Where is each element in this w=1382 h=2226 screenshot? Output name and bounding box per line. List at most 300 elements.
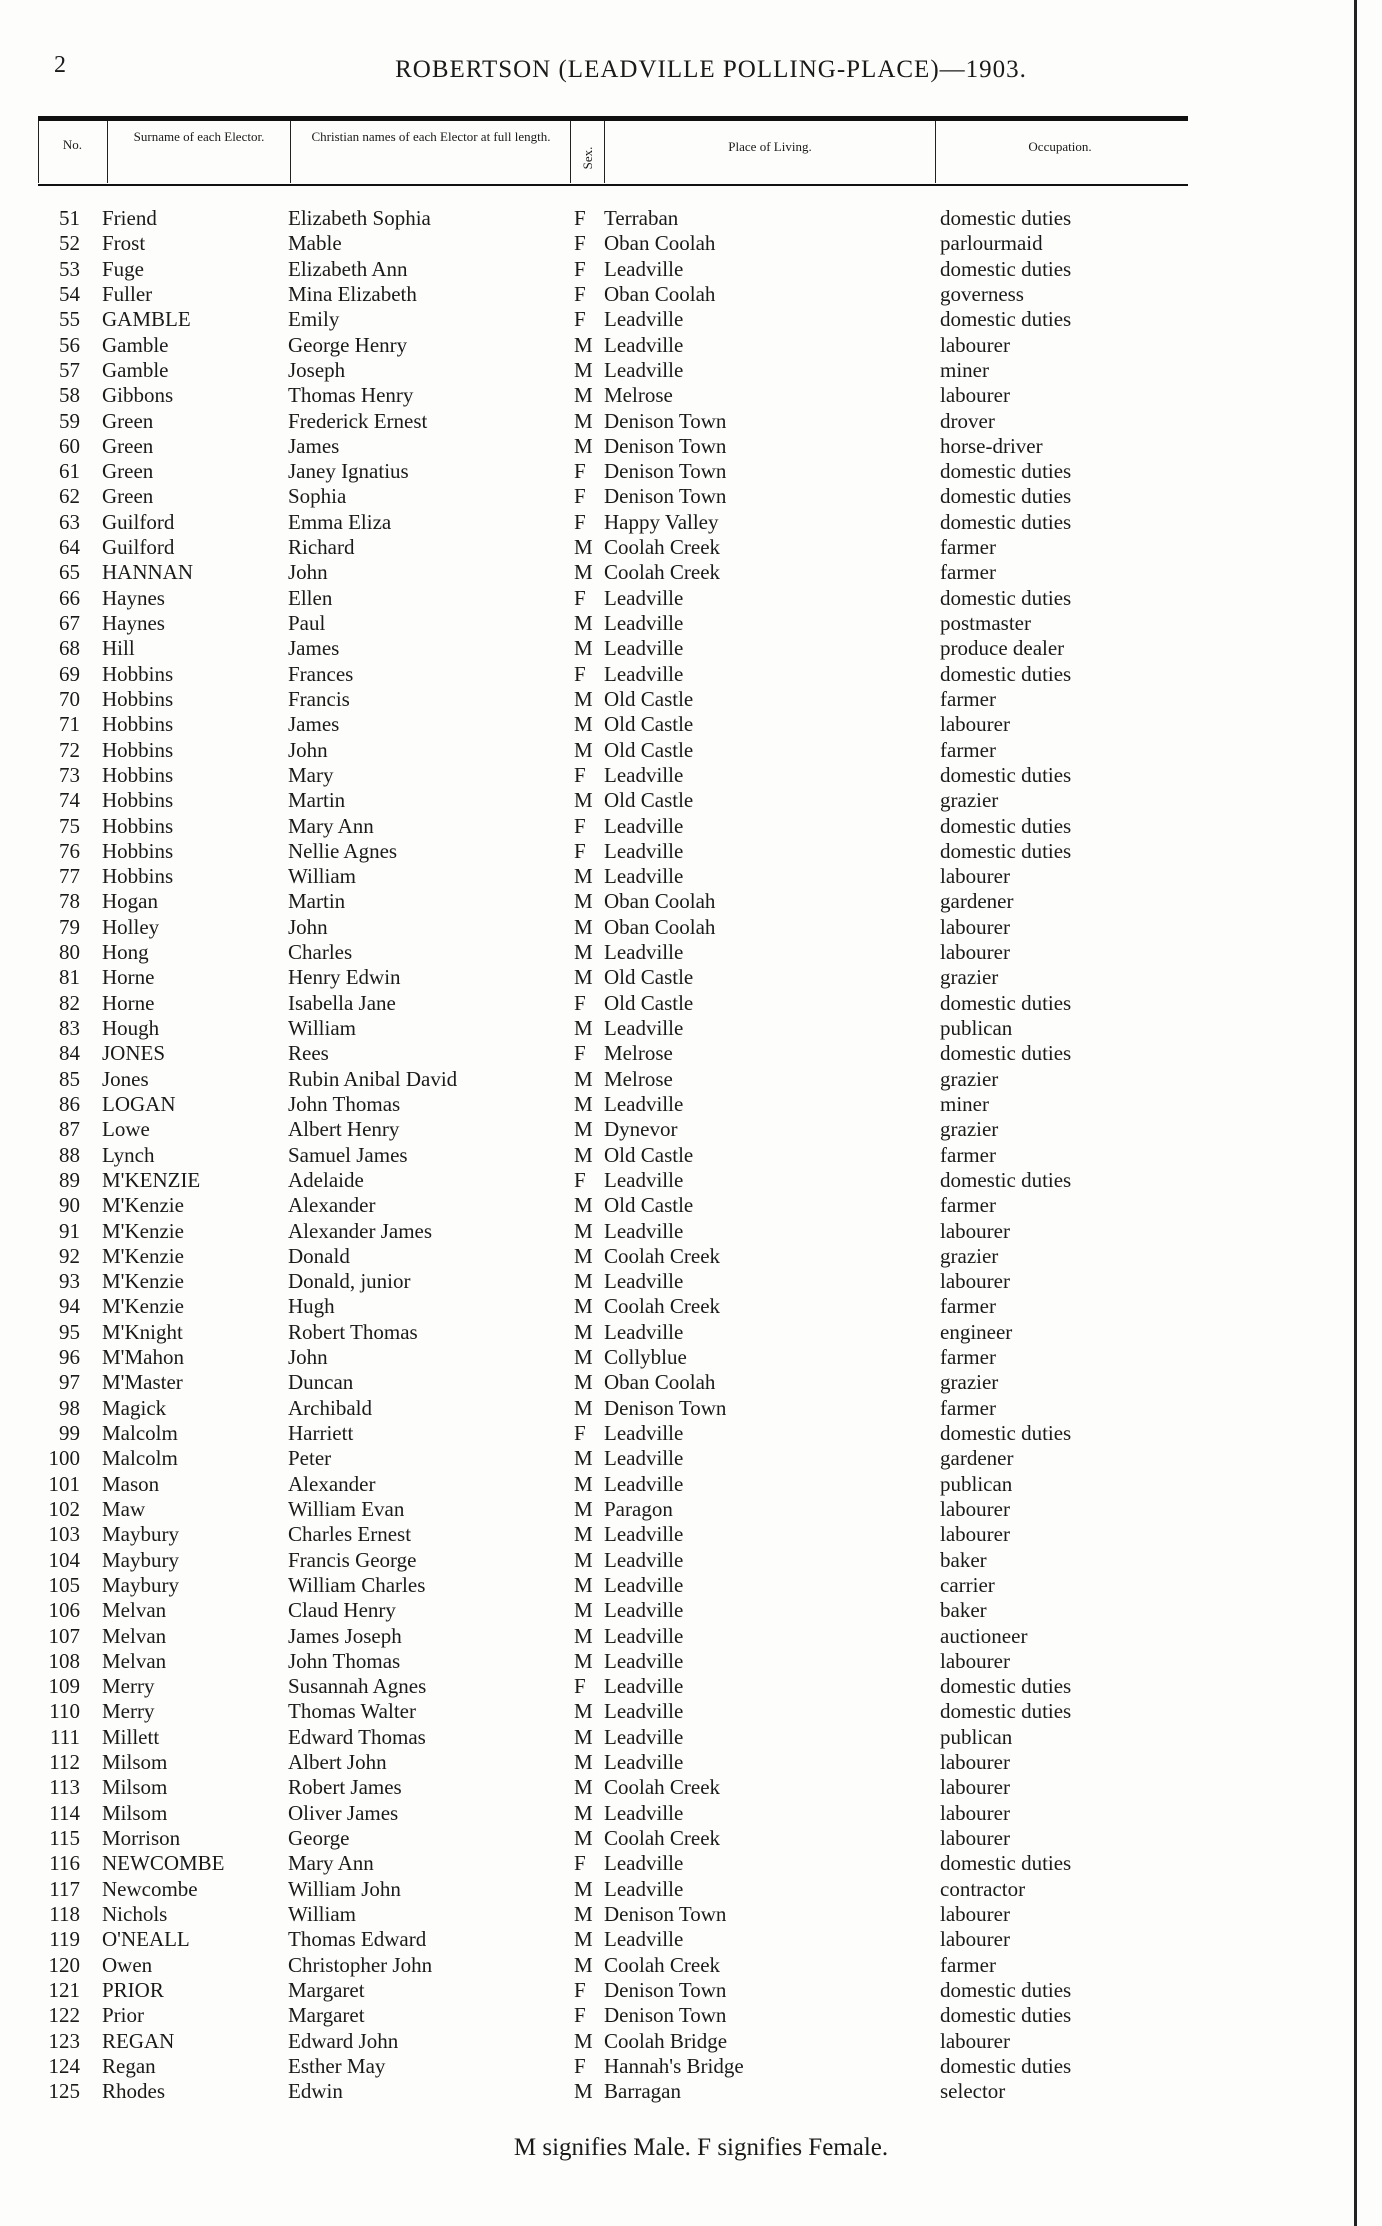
elector-surname: Hobbins [102, 712, 174, 737]
elector-occupation: publican [940, 1471, 1013, 1496]
elector-sex: F [574, 484, 586, 509]
header-no: No. [62, 137, 83, 152]
table-row [0, 1370, 1382, 1395]
elector-christian-names: James [288, 433, 340, 458]
elector-occupation: domestic duties [940, 661, 1072, 686]
elector-number: 69 [59, 661, 80, 686]
table-row [0, 1320, 1382, 1345]
elector-surname: Horne [102, 965, 155, 990]
elector-surname: Maybury [102, 1572, 179, 1597]
elector-number: 79 [59, 914, 80, 939]
table-row [0, 535, 1382, 560]
elector-number: 54 [59, 281, 80, 306]
table-row [0, 383, 1382, 408]
elector-occupation: domestic duties [940, 1977, 1072, 2002]
elector-surname: Milsom [102, 1775, 168, 1800]
elector-place-of-living: Leadville [604, 1750, 684, 1775]
elector-occupation: farmer [940, 1345, 996, 1370]
elector-number: 81 [59, 965, 80, 990]
column-divider [107, 121, 108, 183]
elector-occupation: labourer [940, 1269, 1010, 1294]
table-row [0, 1219, 1382, 1244]
table-row [0, 459, 1382, 484]
elector-christian-names: Thomas Walter [288, 1699, 416, 1724]
elector-surname: Jones [102, 1066, 149, 1091]
elector-sex: M [574, 914, 593, 939]
elector-place-of-living: Coolah Creek [604, 1775, 721, 1800]
elector-sex: F [574, 307, 586, 332]
elector-sex: M [574, 1395, 593, 1420]
elector-place-of-living: Leadville [604, 1876, 684, 1901]
table-row [0, 1143, 1382, 1168]
elector-christian-names: Albert John [288, 1750, 387, 1775]
elector-place-of-living: Denison Town [604, 408, 727, 433]
elector-number: 97 [59, 1370, 80, 1395]
elector-christian-names: Adelaide [288, 1167, 364, 1192]
elector-surname: Mason [102, 1471, 160, 1496]
elector-number: 102 [48, 1496, 80, 1521]
elector-christian-names: Alexander [288, 1193, 376, 1218]
table-row [0, 1649, 1382, 1674]
elector-surname: Milsom [102, 1800, 168, 1825]
elector-number: 103 [48, 1522, 80, 1547]
elector-occupation: domestic duties [940, 990, 1072, 1015]
elector-sex: M [574, 1724, 593, 1749]
elector-surname: Rhodes [102, 2079, 165, 2104]
elector-number: 90 [59, 1193, 80, 1218]
elector-sex: M [574, 1091, 593, 1116]
elector-christian-names: Mable [288, 231, 342, 256]
elector-surname: Melvan [102, 1598, 167, 1623]
elector-place-of-living: Leadville [604, 1218, 684, 1243]
table-row [0, 1750, 1382, 1775]
elector-number: 74 [59, 788, 80, 813]
elector-sex: M [574, 1826, 593, 1850]
elector-place-of-living: Oban Coolah [604, 231, 716, 256]
table-row [0, 763, 1382, 788]
elector-sex: F [574, 585, 586, 610]
elector-sex: M [574, 1775, 593, 1800]
elector-number: 61 [59, 459, 80, 484]
elector-occupation: domestic duties [940, 838, 1072, 863]
elector-surname: Hobbins [102, 788, 174, 813]
elector-occupation: grazier [940, 1117, 999, 1142]
elector-number: 117 [49, 1876, 80, 1901]
table-row [0, 1092, 1382, 1117]
elector-occupation: engineer [940, 1319, 1013, 1344]
elector-sex: M [574, 332, 593, 357]
elector-number: 125 [48, 2079, 80, 2104]
elector-number: 110 [49, 1699, 80, 1724]
elector-surname: Magick [102, 1395, 167, 1420]
elector-number: 112 [49, 1750, 80, 1775]
elector-surname: PRIOR [102, 1977, 164, 2002]
elector-occupation: labourer [940, 383, 1010, 408]
table-row [0, 915, 1382, 940]
elector-christian-names: Robert Thomas [288, 1319, 418, 1344]
table-row [0, 1193, 1382, 1218]
elector-christian-names: Emily [288, 307, 340, 332]
table-row [0, 1041, 1382, 1066]
table-row [0, 1978, 1382, 2003]
elector-surname: Merry [102, 1674, 155, 1699]
elector-sex: M [574, 686, 593, 711]
elector-sex: M [574, 611, 593, 635]
elector-occupation: farmer [940, 1395, 996, 1420]
elector-surname: M'Kenzie [102, 1269, 184, 1294]
elector-sex: M [574, 1345, 593, 1370]
elector-place-of-living: Terraban [604, 206, 679, 230]
table-row [0, 333, 1382, 358]
elector-christian-names: John [288, 737, 328, 762]
table-row [0, 409, 1382, 434]
column-divider [38, 121, 39, 183]
elector-occupation: farmer [940, 1193, 996, 1218]
elector-occupation: domestic duties [940, 459, 1072, 484]
elector-place-of-living: Leadville [604, 762, 684, 787]
elector-occupation: labourer [940, 1901, 1010, 1926]
elector-number: 106 [48, 1598, 80, 1623]
elector-christian-names: Francis George [288, 1547, 417, 1572]
elector-christian-names: Samuel James [288, 1142, 408, 1167]
table-row [0, 1877, 1382, 1902]
elector-christian-names: Elizabeth Ann [288, 256, 408, 281]
table-row [0, 307, 1382, 332]
elector-christian-names: Francis [288, 686, 350, 711]
elector-place-of-living: Denison Town [604, 2003, 727, 2028]
elector-christian-names: Frederick Ernest [288, 408, 428, 433]
elector-sex: F [574, 1421, 586, 1445]
elector-place-of-living: Oban Coolah [604, 281, 716, 306]
elector-occupation: domestic duties [940, 1699, 1072, 1724]
table-row [0, 1851, 1382, 1876]
elector-place-of-living: Denison Town [604, 1977, 727, 2002]
elector-occupation: labourer [940, 1775, 1010, 1800]
elector-christian-names: Thomas Edward [288, 1927, 427, 1952]
elector-place-of-living: Leadville [604, 585, 684, 610]
elector-place-of-living: Leadville [604, 1927, 684, 1952]
elector-occupation: domestic duties [940, 2003, 1072, 2028]
table-row [0, 864, 1382, 889]
elector-christian-names: Charles [288, 940, 353, 965]
elector-sex: M [574, 383, 593, 408]
elector-christian-names: Duncan [288, 1370, 354, 1395]
elector-christian-names: Sophia [288, 484, 347, 509]
elector-number: 94 [59, 1294, 80, 1319]
elector-christian-names: John [288, 1345, 328, 1370]
elector-surname: Maw [102, 1496, 146, 1521]
elector-surname: Friend [102, 206, 157, 230]
elector-place-of-living: Leadville [604, 1598, 684, 1623]
elector-occupation: domestic duties [940, 1041, 1072, 1066]
elector-place-of-living: Leadville [604, 1623, 684, 1648]
elector-number: 115 [49, 1826, 80, 1850]
elector-number: 116 [49, 1851, 80, 1876]
elector-place-of-living: Leadville [604, 357, 684, 382]
elector-sex: M [574, 864, 593, 889]
elector-surname: Green [102, 408, 154, 433]
table-row [0, 1168, 1382, 1193]
elector-sex: M [574, 1294, 593, 1319]
elector-place-of-living: Leadville [604, 838, 684, 863]
elector-surname: LOGAN [102, 1091, 176, 1116]
elector-number: 87 [59, 1117, 80, 1142]
table-row [0, 434, 1382, 459]
elector-occupation: domestic duties [940, 1674, 1072, 1699]
elector-sex: M [574, 1522, 593, 1547]
elector-sex: M [574, 636, 593, 661]
elector-occupation: farmer [940, 535, 996, 560]
elector-number: 120 [48, 1952, 80, 1977]
elector-surname: Green [102, 459, 154, 484]
elector-sex: M [574, 1269, 593, 1294]
elector-number: 75 [59, 813, 80, 838]
elector-occupation: grazier [940, 965, 999, 990]
elector-sex: M [574, 1319, 593, 1344]
elector-number: 68 [59, 636, 80, 661]
elector-place-of-living: Hannah's Bridge [604, 2053, 744, 2078]
elector-occupation: selector [940, 2079, 1006, 2104]
elector-surname: Hough [102, 1016, 160, 1040]
elector-surname: M'Master [102, 1370, 183, 1395]
elector-sex: F [574, 281, 586, 306]
elector-christian-names: Frances [288, 661, 354, 686]
elector-christian-names: Rubin Anibal David [288, 1066, 458, 1091]
elector-surname: Frost [102, 231, 146, 256]
elector-number: 66 [59, 585, 80, 610]
elector-surname: Gamble [102, 357, 169, 382]
elector-sex: M [574, 1066, 593, 1091]
elector-list [0, 206, 1382, 2104]
table-row [0, 1927, 1382, 1952]
elector-occupation: labourer [940, 1218, 1010, 1243]
elector-christian-names: Harriett [288, 1421, 354, 1445]
elector-place-of-living: Old Castle [604, 788, 694, 813]
elector-number: 63 [59, 509, 80, 534]
elector-place-of-living: Coolah Creek [604, 1294, 721, 1319]
elector-sex: M [574, 408, 593, 433]
elector-number: 52 [59, 231, 80, 256]
elector-occupation: farmer [940, 1952, 996, 1977]
table-row [0, 611, 1382, 636]
table-row [0, 1598, 1382, 1623]
elector-occupation: labourer [940, 1648, 1010, 1673]
elector-christian-names: Margaret [288, 2003, 365, 2028]
elector-surname: Malcolm [102, 1421, 178, 1445]
elector-place-of-living: Old Castle [604, 1142, 694, 1167]
page-edge [1354, 0, 1357, 2226]
elector-christian-names: Isabella Jane [288, 990, 396, 1015]
elector-number: 118 [49, 1901, 80, 1926]
elector-christian-names: Martin [288, 889, 346, 914]
elector-surname: Hobbins [102, 661, 174, 686]
elector-number: 92 [59, 1243, 80, 1268]
elector-occupation: domestic duties [940, 307, 1072, 332]
elector-christian-names: Donald [288, 1243, 350, 1268]
elector-place-of-living: Coolah Creek [604, 535, 721, 560]
elector-number: 72 [59, 737, 80, 762]
elector-sex: F [574, 838, 586, 863]
elector-occupation: governess [940, 281, 1024, 306]
elector-sex: F [574, 459, 586, 484]
table-row [0, 1396, 1382, 1421]
table-row [0, 1269, 1382, 1294]
elector-surname: Hobbins [102, 737, 174, 762]
elector-sex: M [574, 1218, 593, 1243]
elector-surname: Hobbins [102, 838, 174, 863]
elector-surname: Malcolm [102, 1446, 178, 1471]
elector-place-of-living: Coolah Creek [604, 1826, 721, 1850]
elector-sex: F [574, 1041, 586, 1066]
elector-number: 67 [59, 611, 80, 635]
elector-sex: M [574, 433, 593, 458]
elector-place-of-living: Leadville [604, 1269, 684, 1294]
elector-number: 80 [59, 940, 80, 965]
elector-surname: M'Kenzie [102, 1193, 184, 1218]
elector-occupation: labourer [940, 1496, 1010, 1521]
elector-sex: F [574, 2003, 586, 2028]
elector-number: 56 [59, 332, 80, 357]
elector-surname: Newcombe [102, 1876, 198, 1901]
table-row [0, 282, 1382, 307]
table-row [0, 484, 1382, 509]
elector-number: 119 [49, 1927, 80, 1952]
elector-number: 62 [59, 484, 80, 509]
elector-christian-names: Thomas Henry [288, 383, 414, 408]
elector-sex: F [574, 509, 586, 534]
elector-surname: Haynes [102, 585, 165, 610]
page-title: ROBERTSON (LEADVILLE POLLING-PLACE)—1903. [395, 56, 1027, 83]
elector-number: 124 [48, 2053, 80, 2078]
elector-place-of-living: Leadville [604, 1446, 684, 1471]
table-row [0, 358, 1382, 383]
elector-sex: F [574, 813, 586, 838]
table-row [0, 1573, 1382, 1598]
elector-sex: M [574, 560, 593, 585]
column-divider [604, 121, 605, 183]
elector-occupation: gardener [940, 889, 1014, 914]
elector-christian-names: William John [288, 1876, 401, 1901]
elector-christian-names: Richard [288, 535, 355, 560]
elector-number: 96 [59, 1345, 80, 1370]
elector-christian-names: James Joseph [288, 1623, 402, 1648]
elector-surname: Nichols [102, 1901, 168, 1926]
table-row [0, 1699, 1382, 1724]
elector-place-of-living: Melrose [604, 1066, 673, 1091]
elector-place-of-living: Leadville [604, 1851, 684, 1876]
elector-occupation: auctioneer [940, 1623, 1028, 1648]
table-row [0, 1446, 1382, 1471]
elector-number: 121 [48, 1977, 80, 2002]
elector-surname: Fuge [102, 256, 144, 281]
elector-surname: Fuller [102, 281, 153, 306]
elector-christian-names: Edwin [288, 2079, 343, 2104]
elector-sex: F [574, 762, 586, 787]
elector-sex: M [574, 2028, 593, 2053]
elector-number: 64 [59, 535, 80, 560]
elector-place-of-living: Happy Valley [604, 509, 719, 534]
elector-occupation: domestic duties [940, 2053, 1072, 2078]
elector-surname: REGAN [102, 2028, 175, 2053]
elector-number: 76 [59, 838, 80, 863]
elector-place-of-living: Old Castle [604, 737, 694, 762]
elector-place-of-living: Melrose [604, 1041, 673, 1066]
elector-place-of-living: Leadville [604, 256, 684, 281]
table-row [0, 1725, 1382, 1750]
elector-surname: Melvan [102, 1623, 167, 1648]
elector-surname: M'Kenzie [102, 1218, 184, 1243]
elector-occupation: produce dealer [940, 636, 1065, 661]
elector-place-of-living: Leadville [604, 1091, 684, 1116]
elector-number: 65 [59, 560, 80, 585]
elector-place-of-living: Leadville [604, 661, 684, 686]
table-row [0, 889, 1382, 914]
page-number: 2 [54, 52, 66, 78]
elector-surname: M'Kenzie [102, 1243, 184, 1268]
elector-number: 93 [59, 1269, 80, 1294]
elector-christian-names: Claud Henry [288, 1598, 396, 1623]
elector-number: 82 [59, 990, 80, 1015]
table-row [0, 206, 1382, 231]
elector-place-of-living: Old Castle [604, 1193, 694, 1218]
elector-occupation: domestic duties [940, 585, 1072, 610]
elector-occupation: farmer [940, 737, 996, 762]
elector-place-of-living: Old Castle [604, 990, 694, 1015]
elector-sex: M [574, 1142, 593, 1167]
table-row [0, 1902, 1382, 1927]
header-christian-names: Christian names of each Elector at full length. [311, 129, 551, 144]
table-row [0, 738, 1382, 763]
elector-surname: Hong [102, 940, 149, 965]
elector-christian-names: Nellie Agnes [288, 838, 398, 863]
elector-sex: F [574, 1167, 586, 1192]
elector-christian-names: Margaret [288, 1977, 365, 2002]
elector-place-of-living: Coolah Creek [604, 1243, 721, 1268]
elector-number: 83 [59, 1016, 80, 1040]
elector-occupation: domestic duties [940, 1167, 1072, 1192]
elector-surname: Hill [102, 636, 135, 661]
elector-surname: Guilford [102, 509, 175, 534]
header-bottom-rule [38, 184, 1188, 186]
elector-christian-names: Elizabeth Sophia [288, 206, 431, 230]
elector-occupation: miner [940, 357, 989, 382]
elector-christian-names: William [288, 864, 356, 889]
elector-occupation: domestic duties [940, 762, 1072, 787]
elector-sex: M [574, 1243, 593, 1268]
elector-sex: M [574, 1901, 593, 1926]
elector-sex: M [574, 1876, 593, 1901]
table-row [0, 1522, 1382, 1547]
table-row [0, 662, 1382, 687]
elector-christian-names: Paul [288, 611, 326, 635]
elector-surname: Gibbons [102, 383, 174, 408]
elector-christian-names: Mary [288, 762, 334, 787]
elector-place-of-living: Old Castle [604, 712, 694, 737]
elector-surname: JONES [102, 1041, 166, 1066]
table-row [0, 1294, 1382, 1319]
elector-place-of-living: Denison Town [604, 1395, 727, 1420]
elector-surname: HANNAN [102, 560, 193, 585]
elector-christian-names: Janey Ignatius [288, 459, 409, 484]
table-row [0, 1953, 1382, 1978]
elector-place-of-living: Denison Town [604, 484, 727, 509]
elector-number: 88 [59, 1142, 80, 1167]
table-row [0, 2029, 1382, 2054]
elector-occupation: miner [940, 1091, 989, 1116]
elector-place-of-living: Leadville [604, 332, 684, 357]
elector-place-of-living: Coolah Creek [604, 1952, 721, 1977]
elector-place-of-living: Leadville [604, 1648, 684, 1673]
